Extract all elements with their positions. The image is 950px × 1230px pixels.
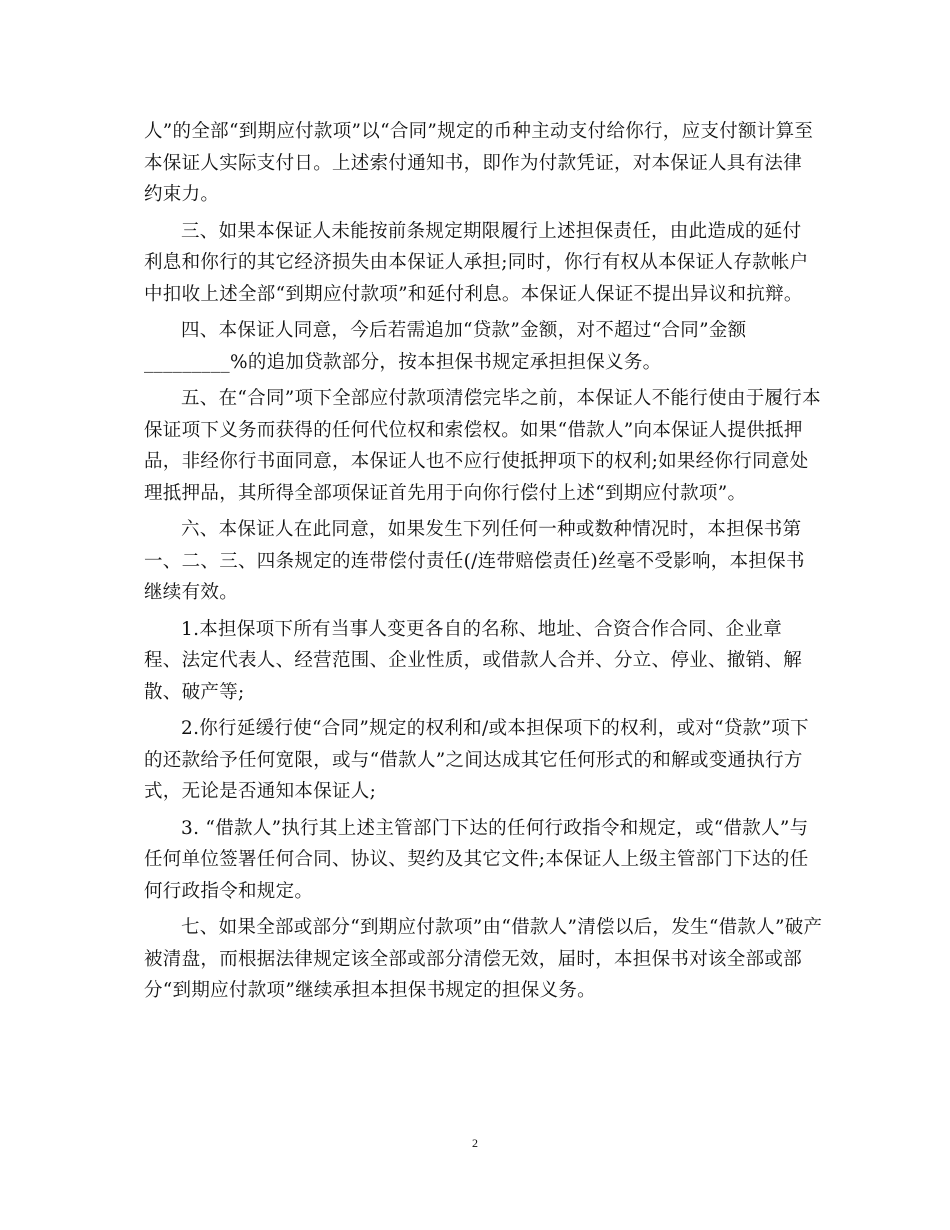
paragraph-line: 散、破产等; <box>144 681 245 703</box>
paragraph-line: 1.本担保项下所有当事人变更各自的名称、地址、合资合作合同、企业章 <box>181 618 783 640</box>
item-one <box>144 614 820 709</box>
paragraph-line: 程、法定代表人、经营范围、企业性质，或借款人合并、分立、停业、撤销、解 <box>144 650 803 671</box>
clause-six <box>144 514 820 609</box>
clause-seven <box>144 912 823 1007</box>
paragraph-payment-demand <box>144 116 820 211</box>
paragraph-line: 式，无论是否通知本保证人; <box>144 781 377 802</box>
paragraph-line: 2.你行延缓行使“合同”规定的权利和/或本担保项下的权利，或对“贷款”项下 <box>181 718 809 739</box>
paragraph-line: 3. “借款人”执行其上述主管部门下达的任何行政指令和规定，或“借款人”与 <box>181 817 809 839</box>
paragraph-line: 七、如果全部或部分“到期应付款项”由“借款人”清偿以后，发生“借款人”破产 <box>181 917 823 938</box>
paragraph-line: 三、如果本保证人未能按前条规定期限履行上述担保责任，由此造成的延付 <box>181 220 802 242</box>
clause-four <box>144 315 820 378</box>
paragraph-line: 利息和你行的其它经济损失由本保证人承担;同时，你行有权从本保证人存款帐户 <box>144 252 809 273</box>
paragraph-line: 的还款给予任何宽限，或与“借款人”之间达成其它任何形式的和解或变通执行方 <box>144 749 803 771</box>
paragraph-line: 继续有效。 <box>144 582 239 603</box>
item-three <box>144 813 820 908</box>
document-body <box>144 116 823 1012</box>
paragraph-line: 保证项下义务而获得的任何代位权和索偿权。如果“借款人”向本保证人提供抵押 <box>144 419 803 441</box>
paragraph-line: 任何单位签署任何合同、协议、契约及其它文件;本保证人上级主管部门下达的任 <box>144 849 809 870</box>
paragraph-line: 四、本保证人同意，今后若需追加“贷款”金额，对不超过“合同”金额 <box>181 320 747 341</box>
paragraph-line: _________%的追加贷款部分，按本担保书规定承担担保义务。 <box>144 351 662 373</box>
paragraph-line: 被清盘，而根据法律规定该全部或部分清偿无效，届时，本担保书对该全部或部 <box>144 948 803 970</box>
paragraph-line: 分“到期应付款项”继续承担本担保书规定的担保义务。 <box>144 980 596 1001</box>
paragraph-line: 理抵押品，其所得全部项保证首先用于向你行偿付上述“到期应付款项”。 <box>144 482 747 504</box>
clause-three <box>144 216 820 311</box>
paragraph-line: 中扣收上述全部“到期应付款项”和延付利息。本保证人保证不提出异议和抗辩。 <box>144 283 803 305</box>
item-two <box>144 713 820 808</box>
paragraph-line: 本保证人实际支付日。上述索付通知书，即作为付款凭证，对本保证人具有法律 <box>144 152 803 174</box>
paragraph-line: 六、本保证人在此同意，如果发生下列任何一种或数种情况时，本担保书第 <box>181 519 802 540</box>
paragraph-line: 何行政指令和规定。 <box>144 880 314 902</box>
paragraph-line: 品，非经你行书面同意，本保证人也不应行使抵押项下的权利;如果经你行同意处 <box>144 451 809 472</box>
page-number: 2 <box>472 1136 478 1150</box>
paragraph-line: 五、在“合同”项下全部应付款项清偿完毕之前，本保证人不能行使由于履行本 <box>181 388 821 409</box>
paragraph-line: 一、二、三、四条规定的连带偿付责任(/连带赔偿责任)丝毫不受影响，本担保书 <box>144 550 805 572</box>
paragraph-line: 约束力。 <box>144 184 220 205</box>
paragraph-line: 人”的全部“到期应付款项”以“合同”规定的币种主动支付给你行，应支付额计算至 <box>144 121 814 142</box>
clause-five <box>144 383 820 509</box>
